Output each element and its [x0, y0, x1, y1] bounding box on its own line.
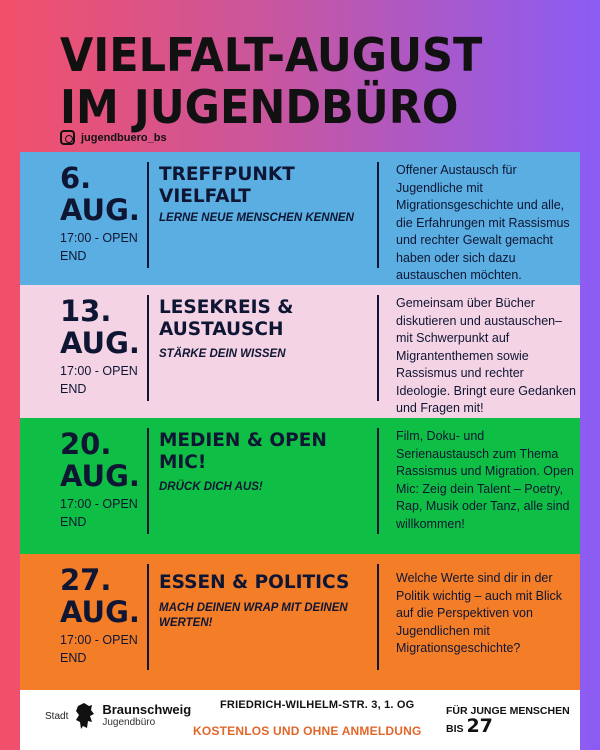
title-line-1: VIELFALT-AUGUST — [60, 28, 483, 83]
audience-prefix: BIS — [446, 723, 464, 735]
event-title: LESEKREIS & AUSTAUSCH — [159, 297, 294, 340]
title-line-2: IM JUGENDBÜRO — [60, 80, 459, 135]
address: FRIEDRICH-WILHELM-STR. 3, 1. OG — [220, 699, 415, 711]
event-date-day: 13. — [60, 294, 112, 328]
audience-age: 27 — [466, 715, 493, 737]
event-description: Welche Werte sind dir in der Politik wichtig – auch mit Blick auf die Perspektiven von Jugendlichen mit Migrationsgeschichte? — [396, 571, 563, 655]
divider — [147, 428, 149, 534]
event-date — [60, 564, 140, 628]
event-time: 17:00 - OPEN END — [60, 364, 138, 396]
event-date-day: 6. — [60, 161, 92, 195]
event-date — [60, 428, 140, 492]
logo-city: Braunschweig — [102, 702, 192, 717]
event-date-month: AUG. — [60, 193, 140, 227]
instagram-handle[interactable] — [60, 130, 167, 145]
event-subtitle: LERNE NEUE MENSCHEN KENNEN — [159, 212, 354, 224]
divider — [147, 162, 149, 268]
event-time: 17:00 - OPEN END — [60, 633, 138, 665]
event-subtitle: MACH DEINEN WRAP MIT DEINEN WERTEN! — [159, 602, 348, 629]
free-note: KOSTENLOS UND OHNE ANMELDUNG — [193, 724, 422, 738]
event-date-month: AUG. — [60, 459, 140, 493]
divider — [147, 295, 149, 401]
event-description: Film, Doku- und Serienaustausch zum Thema Rassismus und Migration. Open Mic: Zeig dein Talent – Poetry, Rap, Musik oder Tanz, alle sind willkommen! — [396, 429, 574, 531]
instagram-icon — [60, 130, 75, 145]
footer — [20, 690, 580, 750]
event-date — [60, 162, 140, 226]
event-subtitle: STÄRKE DEIN WISSEN — [159, 348, 286, 360]
event-card-aug-20 — [20, 418, 580, 555]
divider — [377, 428, 379, 534]
event-description: Offener Austausch für Jugendliche mit Migrationsgeschichte und alle, die Erfahrungen mit Rassismus und rechter Gewalt gemacht haben oder sich dazu austauschen möchten. — [396, 163, 570, 282]
lion-icon — [74, 702, 96, 730]
divider — [377, 162, 379, 268]
event-date — [60, 295, 140, 359]
event-card-aug-13 — [20, 285, 580, 422]
event-description: Gemeinsam über Bücher diskutieren und austauschen– mit Schwerpunkt auf Migrantenthemen sowie Rassismus und rechter Ideologie. Bringt eure Gedanken und Fragen mit! — [396, 296, 576, 415]
event-date-month: AUG. — [60, 326, 140, 360]
event-date-day: 27. — [60, 563, 112, 597]
event-time: 17:00 - OPEN END — [60, 497, 138, 529]
audience-note — [446, 705, 570, 736]
event-card-aug-27 — [20, 554, 580, 691]
divider — [377, 295, 379, 401]
event-title: TREFFPUNKT VIELFALT — [159, 164, 295, 207]
braunschweig-logo — [45, 702, 191, 730]
divider — [377, 564, 379, 670]
logo-department: Jugendbüro — [102, 717, 156, 728]
event-time: 17:00 - OPEN END — [60, 231, 138, 263]
event-title: MEDIEN & OPEN MIC! — [159, 430, 327, 473]
logo-stadt: Stadt — [45, 710, 69, 722]
page-title — [60, 30, 482, 134]
event-date-month: AUG. — [60, 595, 140, 629]
event-date-day: 20. — [60, 427, 112, 461]
instagram-handle-text: jugendbuero_bs — [81, 131, 167, 144]
event-subtitle: DRÜCK DICH AUS! — [159, 481, 263, 493]
audience-line-1: FÜR JUNGE MENSCHEN — [446, 705, 570, 717]
event-card-aug-6 — [20, 152, 580, 289]
divider — [147, 564, 149, 670]
event-title: ESSEN & POLITICS — [159, 572, 350, 593]
